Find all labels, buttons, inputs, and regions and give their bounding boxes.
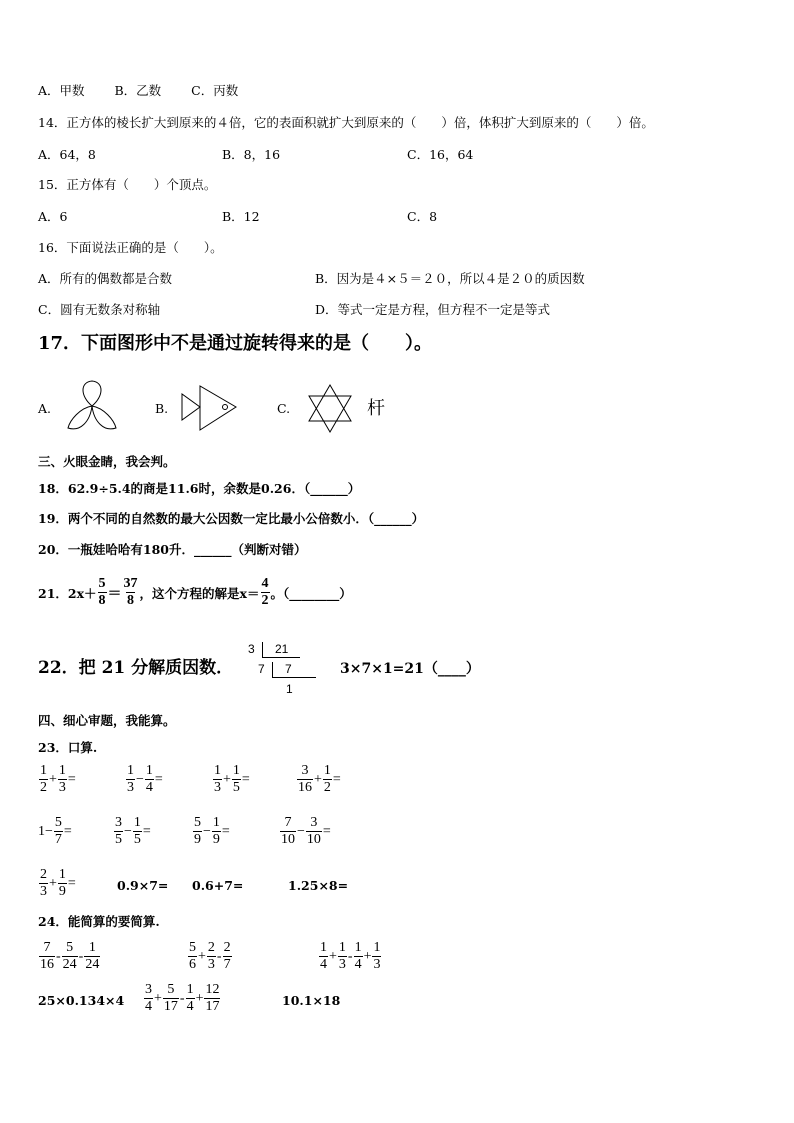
q13-option-c: C．丙数 — [191, 83, 239, 98]
q23-item-2: $\frac{1}{3}$ − $\frac{1}{4}$ = — [127, 763, 163, 795]
q23-item-4: $\frac{3}{16}$ + $\frac{1}{2}$ = — [298, 763, 341, 795]
q21-fraction-3: $\frac{4}{2}$ — [261, 576, 269, 608]
q22-prefix: 22．把 21 分解质因数． — [38, 658, 234, 678]
q23-item-10: 0.9×7= — [117, 878, 169, 893]
q21-fraction-1: $\frac{5}{8}$ — [98, 576, 106, 608]
q13-option-b: B．乙数 — [114, 83, 162, 98]
fish-figure — [178, 384, 240, 434]
q22-dividend-1: 21 — [275, 642, 289, 656]
q16-option-a: A．所有的偶数都是合数 — [38, 271, 173, 286]
trefoil-figure — [62, 378, 122, 434]
q24-title: 24．能简算的要简算. — [38, 914, 160, 929]
q24-expr-3: $\frac{1}{4}$ + $\frac{1}{3}$ - $\frac{1}{4}$ + $\frac{1}{3}$ — [320, 940, 381, 972]
q16-option-b: B．因为是４×５＝２０，所以４是２０的质因数 — [315, 271, 585, 286]
q16-option-d: D．等式一定是方程，但方程不一定是等式 — [315, 302, 551, 317]
q17-label-c: C. — [277, 401, 291, 416]
q17-stem: 17．下面图形中不是通过旋转得来的是（ ）。 — [38, 333, 433, 354]
q18: 18．62.9÷5.4的商是11.6时，余数是0.26．（______） — [38, 481, 361, 496]
q24-expr-2: $\frac{5}{6}$ + $\frac{2}{3}$ - $\frac{2}{7}$ — [189, 940, 231, 972]
q21-fraction-2: $\frac{37}{8}$ — [123, 576, 138, 608]
q22-short-division — [248, 640, 323, 698]
q20: 20．一瓶娃哈哈有180升．______（判断对错） — [38, 542, 307, 557]
section3-title: 三、火眼金睛，我会判。 — [38, 454, 176, 469]
q13-option-a: A．甲数 — [38, 83, 85, 98]
q15-option-a: A．6 — [38, 209, 68, 224]
q22-dividend-2: 7 — [285, 662, 292, 676]
q15-option-c: C．8 — [407, 209, 438, 224]
q21-equals: ＝ — [107, 586, 122, 602]
q24-expr-4: 25×0.134×4 — [38, 993, 125, 1008]
q14-option-c: C．16，64 — [407, 147, 474, 162]
q15-stem: 15．正方体有（ ）个顶点。 — [38, 177, 217, 192]
q14-option-b: B．8，16 — [222, 147, 281, 162]
q23-item-12: 1.25×8= — [288, 878, 349, 893]
q13-options — [38, 83, 238, 99]
q22-divisor-2: 7 — [258, 662, 265, 676]
q23-item-5: 1− $\frac{5}{7}$ = — [38, 815, 72, 847]
q22-result: 3×7×1=21（____） — [340, 661, 480, 677]
q22-quotient: 1 — [286, 682, 293, 696]
star-of-david-figure — [305, 382, 355, 434]
q24-expr-1: $\frac{7}{16}$ - $\frac{5}{24}$ - $\frac{1}{24}$ — [40, 940, 100, 972]
q23-item-7: $\frac{5}{9}$ − $\frac{1}{9}$ = — [194, 815, 230, 847]
q21-mid: ，这个方程的解是x＝ — [139, 585, 260, 601]
q21 — [38, 576, 352, 609]
q23-item-3: $\frac{1}{3}$ + $\frac{1}{5}$ = — [214, 763, 250, 795]
section4-title: 四、细心审题，我能算。 — [38, 713, 176, 728]
q16-stem: 16．下面说法正确的是（ ）。 — [38, 240, 223, 255]
q23-item-11: 0.6+7= — [192, 878, 244, 893]
q24-expr-6: 10.1×18 — [282, 993, 341, 1008]
q14-stem: 14．正方体的棱长扩大到原来的４倍，它的表面积就扩大到原来的（ ）倍，体积扩大到原来的（ ）倍。 — [38, 115, 654, 130]
q21-suffix: 。（________） — [270, 585, 352, 601]
q17-extra-char: 杆 — [367, 398, 385, 419]
q21-prefix: 21．2x＋ — [38, 585, 97, 601]
q17-label-a: A. — [38, 401, 52, 416]
q24-expr-5: $\frac{3}{4}$ + $\frac{5}{17}$ - $\frac{1}{4}$ + $\frac{12}{17}$ — [145, 982, 220, 1014]
q14-option-a: A．64，8 — [38, 147, 96, 162]
q23-item-9: $\frac{2}{3}$ + $\frac{1}{9}$ = — [40, 867, 76, 899]
q23-title: 23．口算. — [38, 740, 98, 755]
q22-divisor-1: 3 — [248, 642, 255, 656]
q16-option-c: C．圆有无数条对称轴 — [38, 302, 161, 317]
q23-item-6: $\frac{3}{5}$ − $\frac{1}{5}$ = — [115, 815, 151, 847]
q17-label-b: B. — [155, 401, 169, 416]
q19: 19．两个不同的自然数的最大公因数一定比最小公倍数小．（______） — [38, 511, 425, 526]
q15-option-b: B．12 — [222, 209, 260, 224]
q23-item-8: $\frac{7}{10}$ − $\frac{3}{10}$ = — [281, 815, 331, 847]
q23-item-1: $\frac{1}{2}$ + $\frac{1}{3}$ = — [40, 763, 76, 795]
